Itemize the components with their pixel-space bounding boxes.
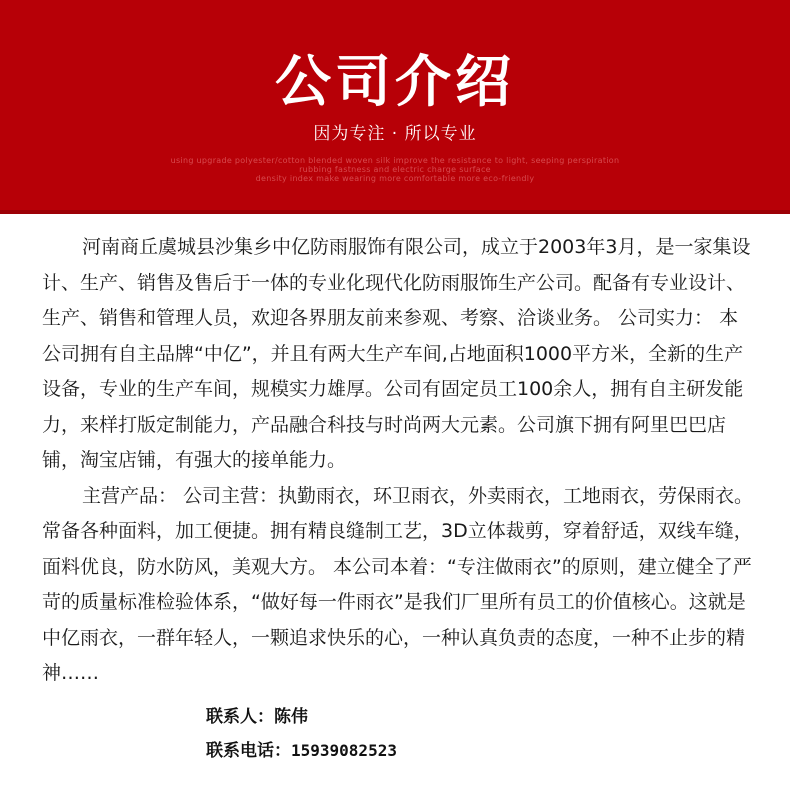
page-subtitle: 因为专注 · 所以专业	[313, 124, 477, 144]
page-title: 公司介绍	[275, 50, 515, 115]
company-description	[42, 230, 754, 692]
header-banner	[0, 0, 790, 214]
paragraph-main-products: 主营产品： 公司主营：执勤雨衣，环卫雨衣，外卖雨衣，工地雨衣，劳保雨衣。常备各种面料，加工便捷。拥有精良缝制工艺，3D立体裁剪，穿着舒适，双线车缝，面料优良，防水防风，美观大方。 本公司本着：“专注做雨衣”的原则，建立健全了严苛的质量标准检验体系，“做好每一件雨衣”是我们厂里所有员工的价值核心。这就是中亿雨衣，一群年轻人，一颗追求快乐的心，一种认真负责的态度，一种不止步的精神……	[42, 484, 754, 684]
paragraph-company-profile: 河南商丘虞城县沙集乡中亿防雨服饰有限公司，成立于2003年3月，是一家集设计、生产、销售及售后于一体的专业化现代化防雨服饰生产公司。配备有专业设计、生产、销售和管理人员，欢迎各界朋友前来参观、考察、洽谈业务。 公司实力： 本公司拥有自主品牌“中亿”，并且有两大生产车间,占地面积1000平方米，全新的生产设备，专业的生产车间，规模实力雄厚。公司有固定员工100余人，拥有自主研发能力，来样打版定制能力，产品融合科技与时尚两大元素。公司旗下拥有阿里巴巴店铺，淘宝店铺，有强大的接单能力。	[42, 236, 751, 471]
contact-person-label: 联系人：	[206, 707, 274, 727]
contact-person-row	[206, 700, 397, 734]
decorative-line: rubbing fastness and electric charge surface	[299, 165, 491, 174]
contact-person-name: 陈伟	[274, 707, 308, 727]
decorative-line: density index make wearing more comfortable more eco-friendly	[255, 174, 535, 183]
decorative-line: using upgrade polyester/cotton blended woven silk improve the resistance to light, seeping perspiration	[170, 156, 620, 165]
contact-phone-label: 联系电话：	[206, 741, 291, 761]
contact-info	[206, 700, 397, 768]
contact-phone-row	[206, 734, 397, 768]
banner-bottom-edge	[0, 210, 790, 214]
decorative-english-text	[100, 156, 690, 183]
contact-phone-number: 15939082523	[291, 741, 397, 760]
